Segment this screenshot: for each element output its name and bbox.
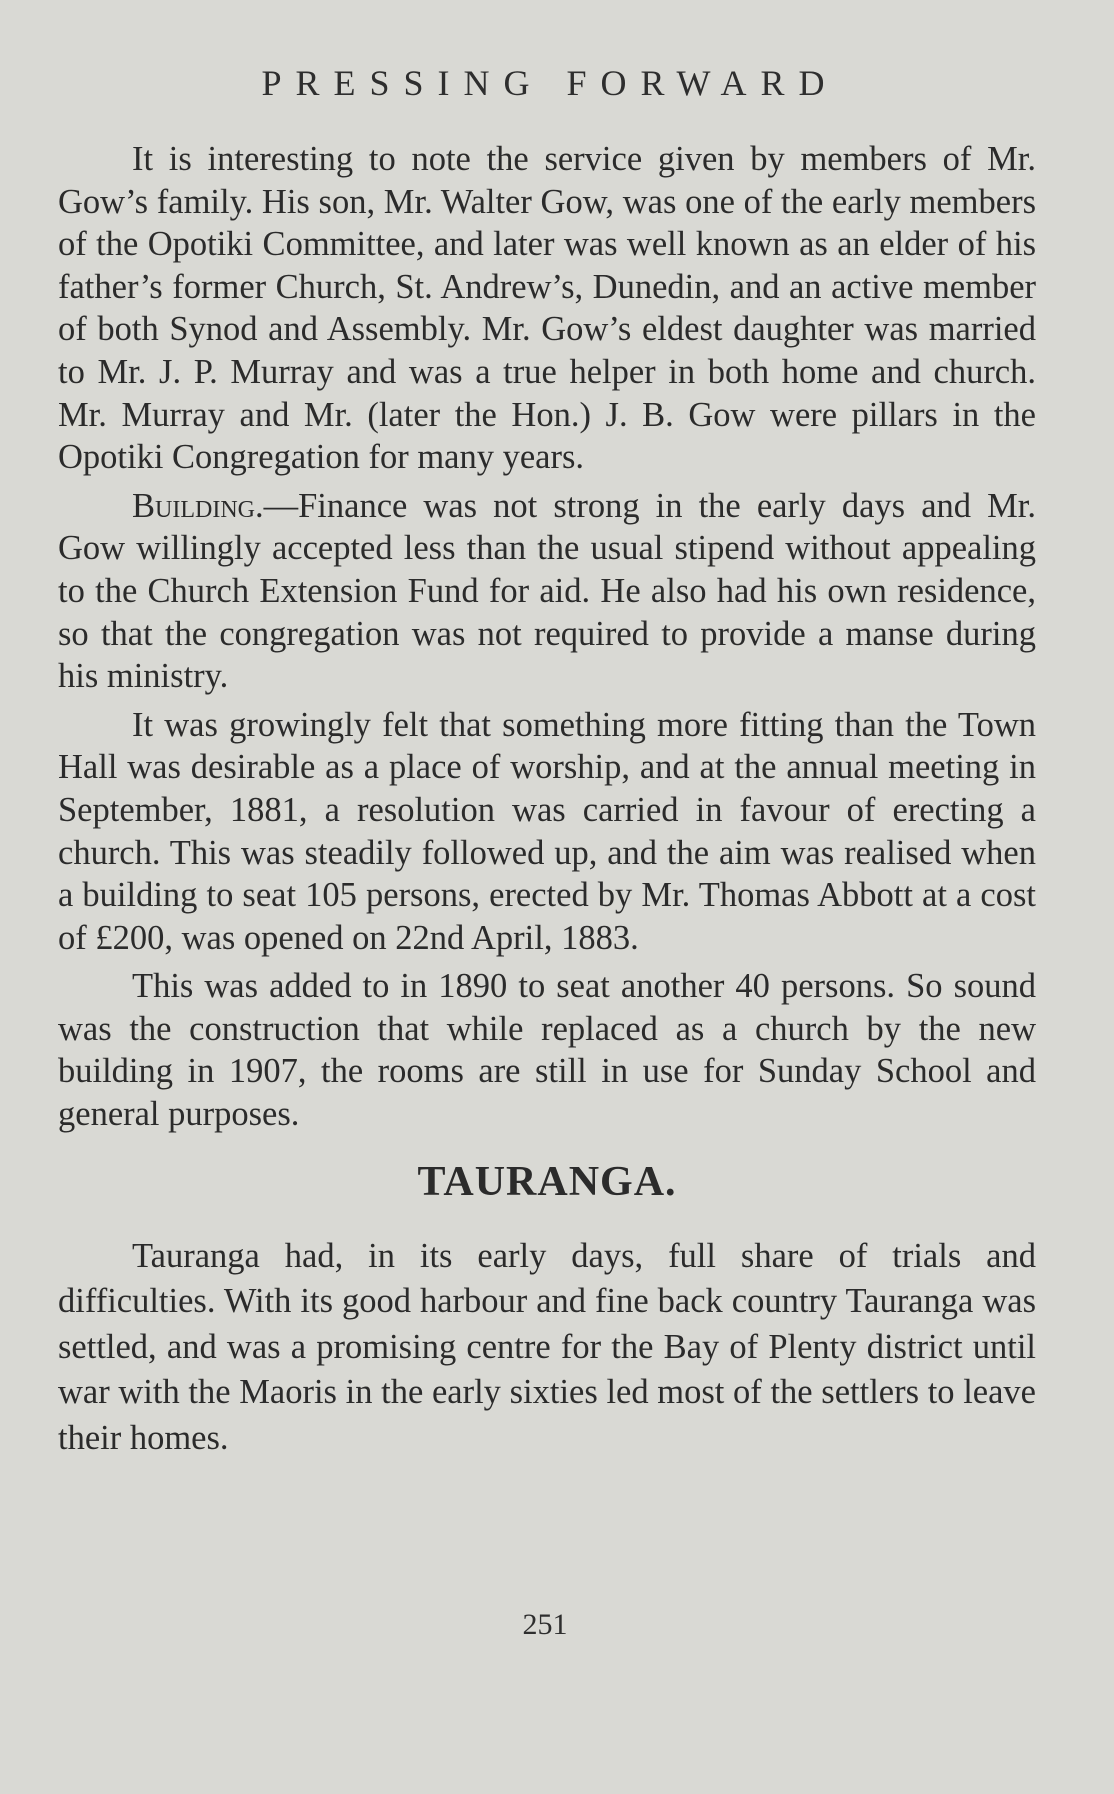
paragraph-gow-family: It is interesting to note the service given by members of Mr. Gow’s family. His son, Mr. Walter Gow, was one of the early members of the Opotiki Committee, and later was well known as an elder of his father’s former Church, St. Andrew’s, Dunedin, and an active member of both Synod and Assembly. Mr. Gow’s eldest daughter was married to Mr. J. P. Murray and was a true helper in both home and church. Mr. Murray and Mr. (later the Hon.) J. B. Gow were pillars in the Opotiki Congregation for many years. xyxy=(58,140,1036,477)
page-number: 251 xyxy=(522,1608,568,1641)
paragraph-building xyxy=(58,485,1036,698)
building-text: —Finance was not strong in the early days and Mr. Gow willingly accepted less than the usual stipend without appealing to the Church Extension Fund for aid. He also had his own residence, so that the congregation was not required to provide a manse during his ministry. xyxy=(58,486,1036,696)
paragraph-tauranga: Tauranga had, in its early days, full share of trials and difficulties. With its good harbour and fine back country Tauranga was settled, and was a promising centre for the Bay of Plenty district until war with the Maoris in the early sixties led most of the settlers to leave their homes. xyxy=(58,1236,1036,1457)
running-head: PRESSING FORWARD xyxy=(261,63,839,103)
body-text xyxy=(58,138,1036,1461)
section-heading-tauranga: TAURANGA. xyxy=(417,1158,677,1205)
paragraph-church-erected: It was growingly felt that something more fitting than the Town Hall was desirable as a place of worship, and at the annual meeting in September, 1881, a resolution was carried in favour of erecting a church. This was steadily followed up, and the aim was realised when a building to seat 105 persons, erected by Mr. Thomas Abbott at a cost of £200, was opened on 22nd April, 1883. xyxy=(58,705,1036,957)
building-lead-in: Building. xyxy=(132,486,264,525)
paragraph-church-extended: This was added to in 1890 to seat another 40 persons. So sound was the construction that while replaced as a church by the new building in 1907, the rooms are still in use for Sunday School and general purposes. xyxy=(58,967,1036,1134)
